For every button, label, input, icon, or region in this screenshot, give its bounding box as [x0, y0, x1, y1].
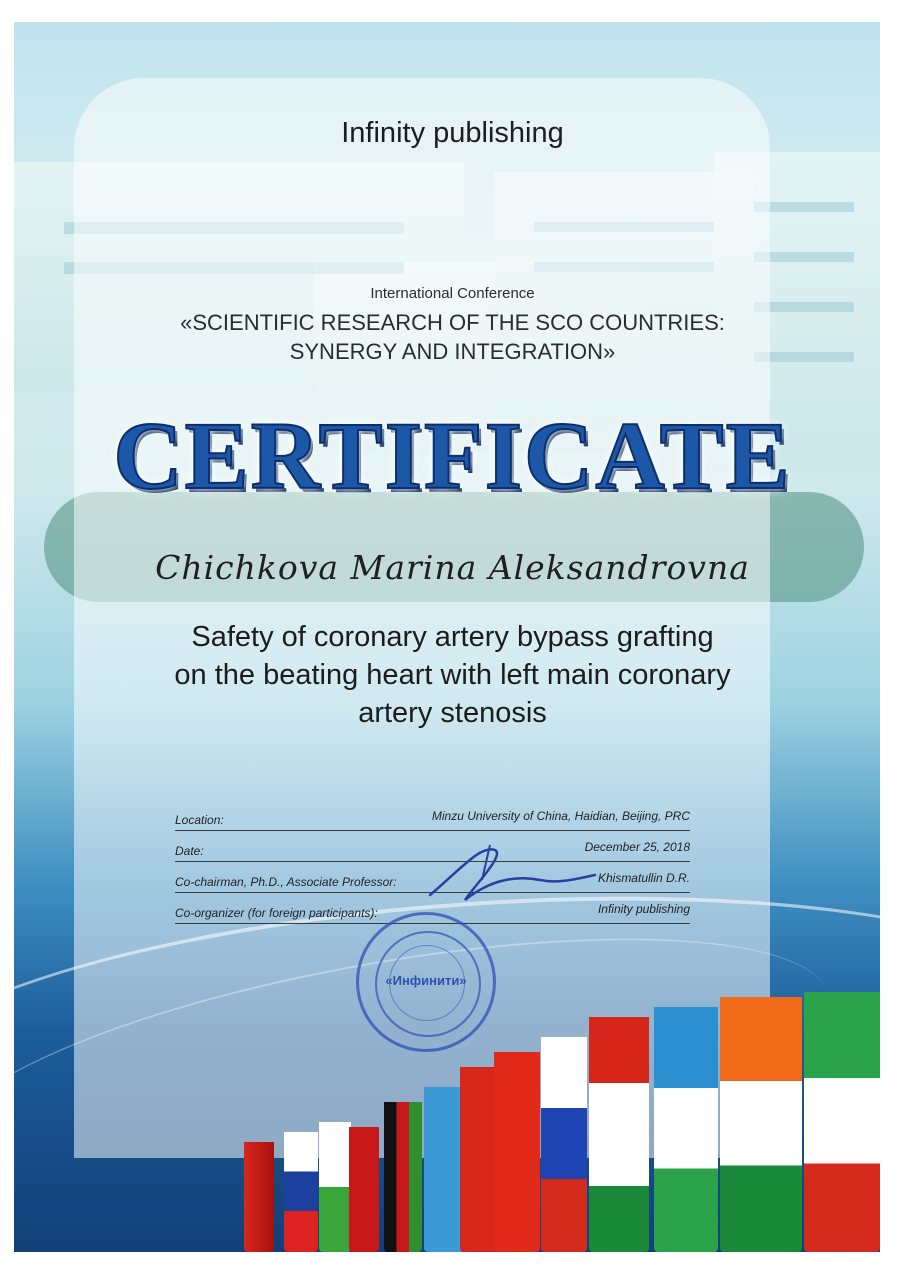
conference-label: International Conference [370, 285, 535, 302]
detail-value: Infinity publishing [597, 902, 690, 916]
conference-title [0, 308, 905, 366]
flag-afghan [384, 1102, 422, 1252]
official-stamp [356, 912, 496, 1052]
flag-white-green [319, 1122, 351, 1252]
flag-uzbekistan [654, 1007, 718, 1252]
detail-label: Co-organizer (for foreign participants): [175, 906, 378, 920]
topic-line: artery stenosis [358, 697, 547, 729]
detail-label: Location: [175, 813, 224, 827]
topic-line: Safety of coronary artery bypass grafting [191, 621, 714, 653]
flag-kyrgyzstan [494, 1052, 540, 1252]
conference-title-line: SYNERGY AND INTEGRATION» [289, 339, 616, 364]
presentation-topic [90, 618, 815, 732]
conference-title-line: «SCIENTIFIC RESEARCH OF THE SCO COUNTRIES: [180, 310, 725, 335]
detail-label: Date: [175, 844, 204, 858]
flag-iran [804, 992, 880, 1252]
publisher-name: Infinity publishing [341, 117, 564, 149]
flag-blue [284, 1132, 318, 1252]
detail-value: Khismatullin D.R. [597, 871, 690, 885]
certificate-heading: CERTIFICATE [113, 402, 792, 509]
detail-value: December 25, 2018 [584, 840, 690, 854]
stamp-text: «Инфинити» [385, 973, 467, 988]
flag-red [244, 1142, 274, 1252]
recipient-name: Chichkova Marina Aleksandrovna [155, 548, 750, 587]
flag-tajikistan [589, 1017, 649, 1252]
detail-row-location [175, 800, 690, 831]
flag-russia [541, 1037, 587, 1252]
signature [420, 840, 600, 910]
flag-india [720, 997, 802, 1252]
flag-red-2 [349, 1127, 379, 1252]
detail-label: Co-chairman, Ph.D., Associate Professor: [175, 875, 397, 889]
topic-line: on the beating heart with left main coronary [174, 659, 731, 691]
flag-sco [424, 1087, 464, 1252]
detail-value: Minzu University of China, Haidian, Beijing, PRC [431, 809, 690, 823]
